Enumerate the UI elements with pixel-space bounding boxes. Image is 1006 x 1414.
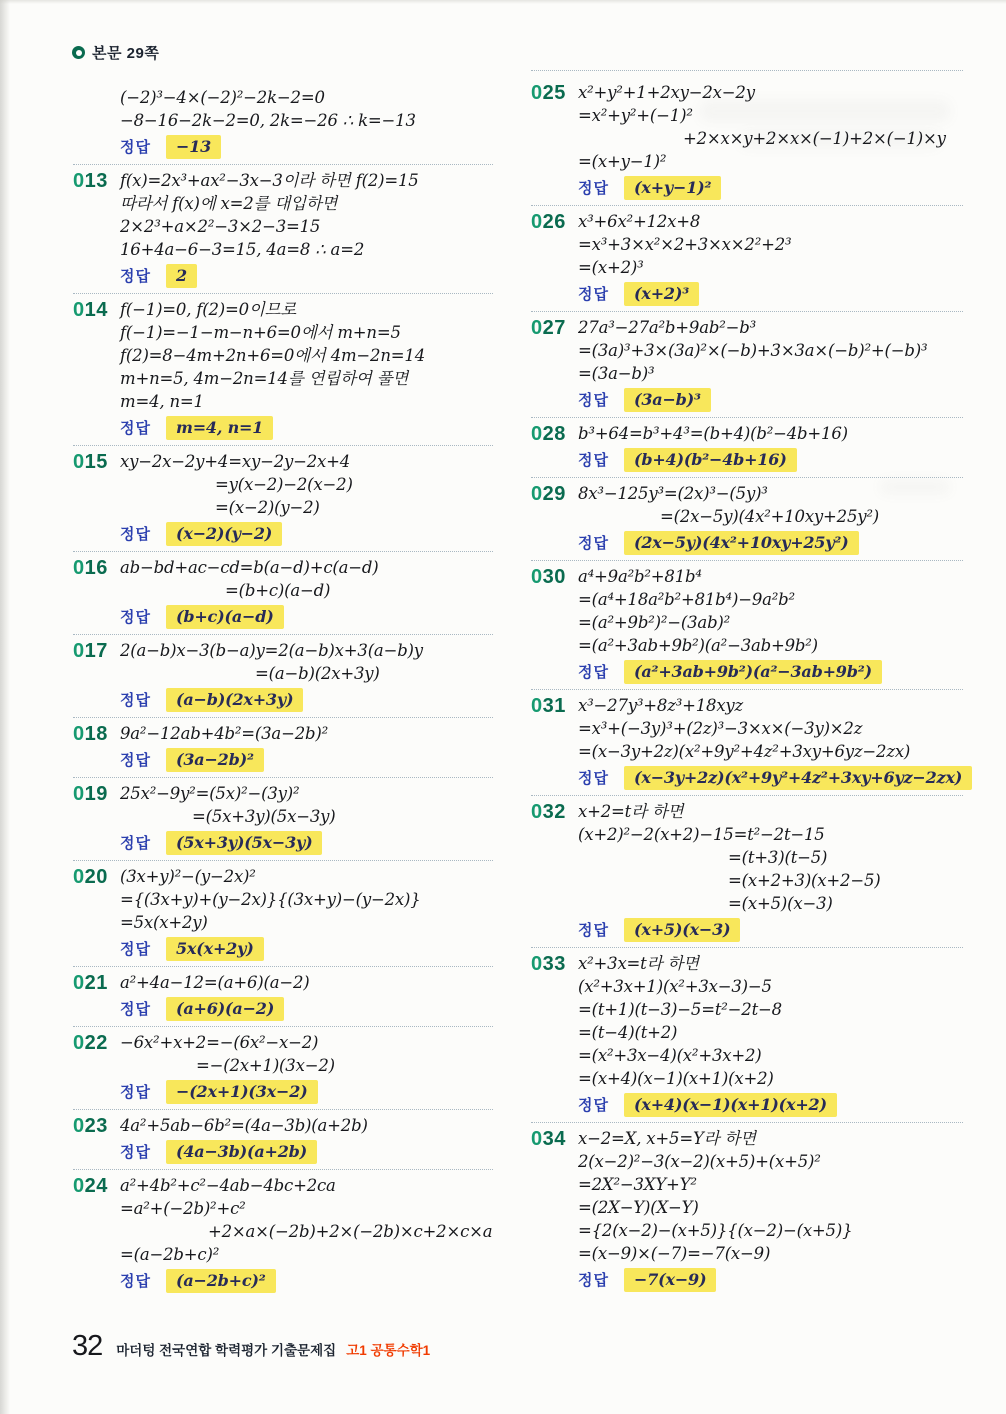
answer-row [120, 414, 493, 441]
answer-row [120, 995, 493, 1022]
solution-line: =(x+2)³ [578, 258, 644, 277]
page-footer [72, 1330, 430, 1363]
answer-label: 정답 [120, 752, 151, 769]
problem-number: 030 [531, 566, 566, 588]
problem-number: 032 [531, 801, 566, 823]
answer-value: m=4, n=1 [166, 416, 273, 440]
solution-line: −6x²+x+2=−(6x²−x−2) [120, 1033, 319, 1052]
solution-line: x³−27y³+8z³+18xyz [578, 696, 744, 715]
solution-line: =(a−2b+c)² [120, 1245, 220, 1264]
answer-row [120, 746, 493, 773]
solution-line: a²+4a−12=(a+6)(a−2) [120, 973, 310, 992]
solution-line: a²+4b²+c²−4ab−4bc+2ca [120, 1176, 336, 1195]
solution-row [531, 800, 963, 943]
left-column [73, 82, 493, 1298]
solution-line: 8x³−125y³=(2x)³−(5y)³ [578, 484, 768, 503]
page-edge-shadow-left [0, 0, 10, 1414]
solution-line: =x²+y²+(−1)² [578, 106, 693, 125]
problem-number-leading-zero: 0 [73, 451, 85, 473]
answer-label: 정답 [120, 139, 151, 156]
problem-number-leading-zero: 0 [73, 723, 85, 745]
solution-body [578, 1127, 963, 1293]
answer-row [120, 520, 493, 547]
solution-line: ab−bd+ac−cd=b(a−d)+c(a−d) [120, 558, 379, 577]
problem-number: 022 [73, 1032, 108, 1054]
solution-body [578, 81, 963, 201]
section-divider [531, 70, 963, 71]
solution-line: =(t+1)(t−3)−5=t²−2t−8 [578, 1000, 782, 1019]
solution-line: b³+64=b³+4³=(b+4)(b²−4b+16) [578, 424, 848, 443]
solution-line: x²+3x=t라 하면 [578, 954, 699, 973]
solution-line: =−(2x+1)(3x−2) [196, 1056, 335, 1075]
solution-block-022 [73, 1027, 493, 1109]
solution-block-031 [531, 690, 963, 795]
solution-row [531, 482, 963, 556]
solution-line: 4a²+5ab−6b²=(4a−3b)(a+2b) [120, 1116, 368, 1135]
answer-value: (x+y−1)² [624, 176, 721, 200]
answer-value: (x+2)³ [624, 282, 699, 306]
answer-label: 정답 [578, 1272, 609, 1289]
problem-number-leading-zero: 0 [531, 82, 543, 104]
solution-line: +2×a×(−2b)+2×(−2b)×c+2×c×a [208, 1222, 493, 1241]
problem-number-leading-zero: 0 [73, 1115, 85, 1137]
solution-line: =(x+5)(x−3) [728, 894, 833, 913]
problem-number-leading-zero: 0 [531, 483, 543, 505]
solution-body [120, 782, 493, 856]
solution-line: =(b+c)(a−d) [225, 581, 331, 600]
answer-label: 정답 [578, 452, 609, 469]
answer-label: 정답 [578, 770, 609, 787]
problem-number-leading-zero: 0 [73, 170, 85, 192]
problem-number: 025 [531, 82, 566, 104]
problem-number: 013 [73, 170, 108, 192]
answer-label: 정답 [120, 1084, 151, 1101]
solution-body [120, 86, 493, 160]
solution-line: 9a²−12ab+4b²=(3a−2b)² [120, 724, 329, 743]
answer-label: 정답 [120, 609, 151, 626]
solution-block-032 [531, 796, 963, 947]
answer-value: (x−3y+2z)(x²+9y²+4z²+3xy+6yz−2zx) [624, 766, 972, 790]
solution-body [578, 316, 963, 413]
answer-value: (a−2b+c)² [166, 1269, 276, 1293]
answer-label: 정답 [120, 526, 151, 543]
solution-line: =(x+4)(x−1)(x+1)(x+2) [578, 1069, 774, 1088]
solution-line: +2×x×y+2×x×(−1)+2×(−1)×y [683, 129, 946, 148]
solution-body [120, 556, 493, 630]
solution-line: =5x(x+2y) [120, 913, 208, 932]
problem-number-leading-zero: 0 [73, 299, 85, 321]
problem-number: 018 [73, 723, 108, 745]
solution-row [531, 1127, 963, 1293]
solution-body [578, 694, 963, 791]
answer-label: 정답 [578, 392, 609, 409]
answer-value: (a+6)(a−2) [166, 997, 284, 1021]
answer-label: 정답 [120, 1273, 151, 1290]
solution-block-029 [531, 478, 963, 560]
problem-number: 014 [73, 299, 108, 321]
solution-line: =(x−2)(y−2) [215, 498, 320, 517]
solution-body [120, 1174, 493, 1294]
solution-line: x−2=X, x+5=Y라 하면 [578, 1129, 756, 1148]
answer-label: 정답 [578, 535, 609, 552]
problem-number-leading-zero: 0 [73, 972, 85, 994]
solution-row [73, 86, 493, 160]
answer-label: 정답 [120, 692, 151, 709]
solution-line: =(a⁴+18a²b²+81b⁴)−9a²b² [578, 590, 795, 609]
solution-row [73, 169, 493, 289]
solution-body [120, 169, 493, 289]
problem-number: 021 [73, 972, 108, 994]
answer-row [578, 280, 963, 307]
solution-block-013 [73, 165, 493, 293]
solution-row [531, 210, 963, 307]
answer-value: (4a−3b)(a+2b) [166, 1140, 317, 1164]
problem-number-leading-zero: 0 [73, 866, 85, 888]
problem-number-leading-zero: 0 [531, 1128, 543, 1150]
footer-subject: 고1 공통수학1 [346, 1343, 431, 1358]
solution-body [120, 639, 493, 713]
problem-number: 027 [531, 317, 566, 339]
solution-body [120, 1114, 493, 1165]
solution-body [120, 865, 493, 962]
solution-block-019 [73, 778, 493, 860]
solution-body [578, 800, 963, 943]
right-column [531, 70, 963, 1297]
answer-row [578, 386, 963, 413]
solution-row [531, 952, 963, 1118]
solution-block-014 [73, 294, 493, 445]
solution-line: x²+y²+1+2xy−2x−2y [578, 83, 755, 102]
solution-line: f(−1)=−1−m−n+6=0에서 m+n=5 [120, 323, 401, 342]
answer-row [578, 446, 963, 473]
answer-value: (5x+3y)(5x−3y) [166, 831, 323, 855]
answer-row [578, 174, 963, 201]
solution-row [531, 422, 963, 473]
answer-label: 정답 [120, 268, 151, 285]
answer-label: 정답 [578, 286, 609, 303]
answer-row [120, 1078, 493, 1105]
answer-value: −(2x+1)(3x−2) [166, 1080, 318, 1104]
answer-value: (2x−5y)(4x²+10xy+25y²) [624, 531, 859, 555]
problem-number-leading-zero: 0 [531, 423, 543, 445]
solution-line: 2(x−2)²−3(x−2)(x+5)+(x+5)² [578, 1152, 821, 1171]
solution-line: =(t−4)(t+2) [578, 1023, 678, 1042]
problem-number: 033 [531, 953, 566, 975]
solution-line: =(x−3y+2z)(x²+9y²+4z²+3xy+6yz−2zx) [578, 742, 911, 761]
solution-line: m+n=5, 4m−2n=14를 연립하여 풀면 [120, 369, 409, 388]
problem-number-leading-zero: 0 [73, 557, 85, 579]
solution-row [531, 694, 963, 791]
answer-value: (b+4)(b²−4b+16) [624, 448, 797, 472]
answer-value: (3a−2b)² [166, 748, 264, 772]
answer-value: 2 [166, 264, 197, 288]
solution-body [578, 422, 963, 473]
answer-row [578, 916, 963, 943]
solution-line: ={(3x+y)+(y−2x)}{(3x+y)−(y−2x)} [120, 890, 421, 909]
solution-block-continued [73, 82, 493, 164]
solution-line: =(3a)³+3×(3a)²×(−b)+3×3a×(−b)²+(−b)³ [578, 341, 928, 360]
solution-line: =(2X−Y)(X−Y) [578, 1198, 699, 1217]
problem-number: 026 [531, 211, 566, 233]
answer-label: 정답 [578, 180, 609, 197]
problem-number [73, 86, 120, 160]
solution-row [531, 565, 963, 685]
solution-body [120, 298, 493, 441]
problem-number: 023 [73, 1115, 108, 1137]
answer-row [578, 658, 963, 685]
answer-value: −13 [166, 135, 221, 159]
answer-label: 정답 [578, 664, 609, 681]
solution-line: =(t+3)(t−5) [728, 848, 828, 867]
answer-row [578, 764, 963, 791]
solution-row [531, 316, 963, 413]
solution-line: 25x²−9y²=(5x)²−(3y)² [120, 784, 300, 803]
solution-block-028 [531, 418, 963, 477]
solution-line: =(a−b)(2x+3y) [255, 664, 380, 683]
solution-line: 2(a−b)x−3(b−a)y=2(a−b)x+3(a−b)y [120, 641, 423, 660]
solution-line: (x+2)²−2(x+2)−15=t²−2t−15 [578, 825, 825, 844]
solution-line: 2×2³+a×2²−3×2−3=15 [120, 217, 321, 236]
solution-line: −8−16−2k−2=0, 2k=−26 ∴ k=−13 [120, 111, 416, 130]
solution-line: f(x)=2x³+ax²−3x−3이라 하면 f(2)=15 [120, 171, 419, 190]
solution-line: 16+4a−6−3=15, 4a=8 ∴ a=2 [120, 240, 365, 259]
answer-value: (a−b)(2x+3y) [166, 688, 303, 712]
solution-block-016 [73, 552, 493, 634]
answer-label: 정답 [120, 1001, 151, 1018]
answer-row [120, 686, 493, 713]
solution-block-033 [531, 948, 963, 1122]
solution-line: x+2=t라 하면 [578, 802, 684, 821]
page-number: 32 [72, 1330, 103, 1362]
solution-body [120, 722, 493, 773]
solution-line: =(x+y−1)² [578, 152, 667, 171]
solution-line: (x²+3x+1)(x²+3x−3)−5 [578, 977, 772, 996]
solution-line: =2X²−3XY+Y² [578, 1175, 697, 1194]
solution-row [73, 722, 493, 773]
solution-block-021 [73, 967, 493, 1026]
solution-row [73, 865, 493, 962]
answer-label: 정답 [120, 420, 151, 437]
solution-block-020 [73, 861, 493, 966]
solution-row [73, 556, 493, 630]
problem-number-leading-zero: 0 [73, 783, 85, 805]
solution-block-027 [531, 312, 963, 417]
solution-block-026 [531, 206, 963, 311]
solution-row [73, 639, 493, 713]
solution-body [120, 450, 493, 547]
solution-body [578, 210, 963, 307]
problem-number-leading-zero: 0 [531, 566, 543, 588]
problem-number: 028 [531, 423, 566, 445]
answer-value: (a²+3ab+9b²)(a²−3ab+9b²) [624, 660, 882, 684]
solution-block-030 [531, 561, 963, 689]
solution-body [120, 971, 493, 1022]
solution-line: m=4, n=1 [120, 392, 204, 411]
solution-block-017 [73, 635, 493, 717]
problem-number: 016 [73, 557, 108, 579]
page-header [72, 42, 159, 63]
problem-number-leading-zero: 0 [531, 695, 543, 717]
solution-line: f(−1)=0, f(2)=0이므로 [120, 300, 297, 319]
answer-value: (x+5)(x−3) [624, 918, 740, 942]
answer-row [120, 829, 493, 856]
answer-value: (x−2)(y−2) [166, 522, 282, 546]
solution-line: =x³+(−3y)³+(2z)³−3×x×(−3y)×2z [578, 719, 863, 738]
problem-number: 031 [531, 695, 566, 717]
problem-number-leading-zero: 0 [73, 640, 85, 662]
answer-row [120, 133, 493, 160]
solution-line: (−2)³−4×(−2)²−2k−2=0 [120, 88, 325, 107]
solution-block-015 [73, 446, 493, 551]
solution-block-023 [73, 1110, 493, 1169]
page-edge-shadow-top [0, 0, 1006, 4]
solution-row [73, 782, 493, 856]
solution-row [73, 1114, 493, 1165]
answer-row [578, 1266, 963, 1293]
problem-number-leading-zero: 0 [531, 317, 543, 339]
problem-number-leading-zero: 0 [73, 1032, 85, 1054]
problem-number: 017 [73, 640, 108, 662]
answer-label: 정답 [578, 922, 609, 939]
solution-block-025 [531, 77, 963, 205]
solution-line: =a²+(−2b)²+c² [120, 1199, 246, 1218]
answer-label: 정답 [578, 1097, 609, 1114]
problem-number: 020 [73, 866, 108, 888]
solution-row [73, 1174, 493, 1294]
answer-row [120, 1267, 493, 1294]
solution-line: xy−2x−2y+4=xy−2y−2x+4 [120, 452, 351, 471]
problem-number: 034 [531, 1128, 566, 1150]
problem-number: 029 [531, 483, 566, 505]
answer-row [120, 1138, 493, 1165]
target-circle-icon [72, 46, 85, 59]
solution-line: f(2)=8−4m+2n+6=0에서 4m−2n=14 [120, 346, 426, 365]
solution-block-024 [73, 1170, 493, 1298]
solution-line: =y(x−2)−2(x−2) [215, 475, 353, 494]
problem-number: 019 [73, 783, 108, 805]
answer-row [120, 935, 493, 962]
problem-number-leading-zero: 0 [531, 953, 543, 975]
solution-line: ={2(x−2)−(x+5)}{(x−2)−(x+5)} [578, 1221, 853, 1240]
solution-line: =(a²+9b²)²−(3ab)² [578, 613, 731, 632]
solution-line: =x³+3×x²×2+3×x×2²+2³ [578, 235, 792, 254]
answer-value: (x+4)(x−1)(x+1)(x+2) [624, 1093, 837, 1117]
solution-line: (3x+y)²−(y−2x)² [120, 867, 256, 886]
answer-value: −7(x−9) [624, 1268, 716, 1292]
answer-label: 정답 [120, 1144, 151, 1161]
problem-number-leading-zero: 0 [73, 1175, 85, 1197]
solution-line: =(3a−b)³ [578, 364, 655, 383]
answer-label: 정답 [120, 835, 151, 852]
footer-book-title: 마더텅 전국연합 학력평가 기출문제집 [116, 1343, 337, 1358]
answer-row [578, 1091, 963, 1118]
problem-number: 024 [73, 1175, 108, 1197]
problem-number-leading-zero: 0 [531, 211, 543, 233]
answer-value: 5x(x+2y) [166, 937, 264, 961]
solution-row [73, 1031, 493, 1105]
solution-line: =(x−9)×(−7)=−7(x−9) [578, 1244, 771, 1263]
answer-value: (b+c)(a−d) [166, 605, 284, 629]
solution-line: 27a³−27a²b+9ab²−b³ [578, 318, 757, 337]
problem-number-leading-zero: 0 [531, 801, 543, 823]
solution-row [531, 81, 963, 201]
answer-label: 정답 [120, 941, 151, 958]
solution-line: a⁴+9a²b²+81b⁴ [578, 567, 702, 586]
solution-line: 따라서 f(x)에 x=2를 대입하면 [120, 194, 338, 213]
solution-body [578, 482, 963, 556]
solution-line: =(5x+3y)(5x−3y) [192, 807, 336, 826]
solution-block-018 [73, 718, 493, 777]
solution-body [578, 565, 963, 685]
solution-line: =(a²+3ab+9b²)(a²−3ab+9b²) [578, 636, 818, 655]
solution-row [73, 450, 493, 547]
solution-line: =(x²+3x−4)(x²+3x+2) [578, 1046, 762, 1065]
problem-number: 015 [73, 451, 108, 473]
solution-line: =(2x−5y)(4x²+10xy+25y²) [660, 507, 880, 526]
solution-line: x³+6x²+12x+8 [578, 212, 701, 231]
answer-row [120, 262, 493, 289]
page-reference: 본문 29쪽 [92, 45, 160, 62]
solution-body [120, 1031, 493, 1105]
solution-row [73, 971, 493, 1022]
answer-row [578, 529, 963, 556]
answer-row [120, 603, 493, 630]
solution-line: =(x+2+3)(x+2−5) [728, 871, 881, 890]
answer-value: (3a−b)³ [624, 388, 711, 412]
solution-row [73, 298, 493, 441]
solution-body [578, 952, 963, 1118]
solution-block-034 [531, 1123, 963, 1297]
